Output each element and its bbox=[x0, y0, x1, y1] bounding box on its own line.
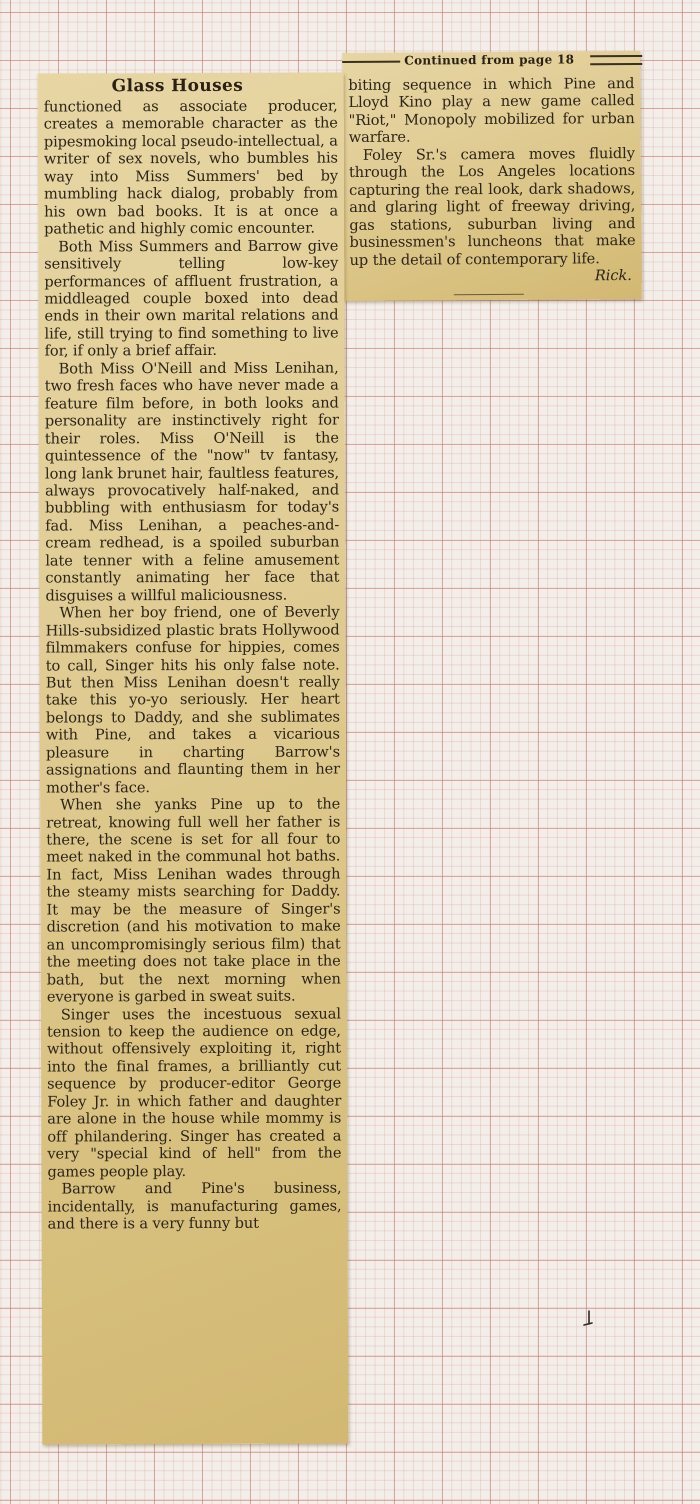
article-clipping-main bbox=[38, 72, 349, 1444]
header-rule-right bbox=[590, 55, 642, 65]
paragraph: When she yanks Pine up to the retreat, knowing full well her father is there, the scene is set for all four to meet naked in the communal hot baths. In fact, Miss Lenihan wades through the steamy mists searching for Daddy. It may be the measure of Singer's discretion (and his motivation to make an uncompromisingly serious film) that the meeting does not take place in the bath, but the next morning when everyone is garbed in sweat suits. bbox=[46, 795, 341, 1006]
paragraph: biting sequence in which Pine and Lloyd Kino play a new game called "Riot," Monopoly mobilized for urban warfare. bbox=[348, 75, 635, 147]
end-rule bbox=[454, 294, 524, 295]
paragraph: Barrow and Pine's business, incidentally, is manufacturing games, and there is a very funny but bbox=[47, 1179, 342, 1233]
author-signature: Rick. bbox=[594, 267, 632, 285]
article-clipping-continued bbox=[342, 51, 642, 301]
paragraph: functioned as associate producer, creates a memorable character as the pipesmoking local pseudo-intellectual, a writer of sex novels, who bumbles his way into Miss Summers' bed by mumbling hack dialog, probably from his own bad books. It is at once a pathetic and highly comic encounter. bbox=[43, 97, 339, 238]
paragraph: Singer uses the incestuous sexual tension to keep the audience on edge, without offensively exploiting it, right into the final frames, a brilliantly cut sequence by producer-editor George Foley Jr. in which father and daughter are alone in the house while mommy is off philandering. Singer has created a very "special kind of hell" from the games people play. bbox=[46, 1005, 342, 1181]
paragraph bbox=[348, 144, 636, 285]
left-column-text bbox=[44, 97, 342, 1232]
article-heading: Glass Houses bbox=[111, 75, 244, 97]
header-rule-left bbox=[342, 61, 400, 63]
paragraph: Both Miss O'Neill and Miss Lenihan, two fresh faces who have never made a feature film before, in both looks and personality are instinctively right for their roles. Miss O'Neill is the quintessence of the "now" tv fantasy, long lank brunet hair, faultless features, always provocatively half-naked, and bubbling with enthusiasm for today's fad. Miss Lenihan, a peaches-and-cream redhead, is a spoiled suburban late tenner with a feline amusement constantly animating her face that disguises a willful maliciousness. bbox=[44, 359, 340, 605]
paragraph: When her boy friend, one of Beverly Hills-subsidized plastic brats Hollywood filmmakers confuse for hippies, comes to call, Singer hits his only false note. But then Miss Lenihan doesn't really take this yo-yo seriously. Her heart belongs to Daddy, and she sublimates with Pine, and takes a vicarious pleasure in charting Barrow's assignations and flaunting them in her mother's face. bbox=[45, 603, 341, 797]
paragraph-text: Foley Sr.'s camera moves fluidly through the Los Angeles locations capturing the real look, dark shadows, and glaring light of freeway driving, gas stations, suburban living and businessmen's luncheons that make up the detail of contemporary life. bbox=[348, 144, 636, 269]
pencil-mark bbox=[581, 1310, 595, 1330]
right-column-text bbox=[348, 75, 635, 286]
continued-header bbox=[342, 53, 640, 71]
paragraph: Both Miss Summers and Barrow give sensitively telling low-key performances of affluent frustration, a middleaged couple boxed into dead ends in their own marital relations and life, still trying to find something to live for, if only a brief affair. bbox=[44, 237, 339, 360]
continued-label: Continued from page 18 bbox=[404, 52, 575, 68]
